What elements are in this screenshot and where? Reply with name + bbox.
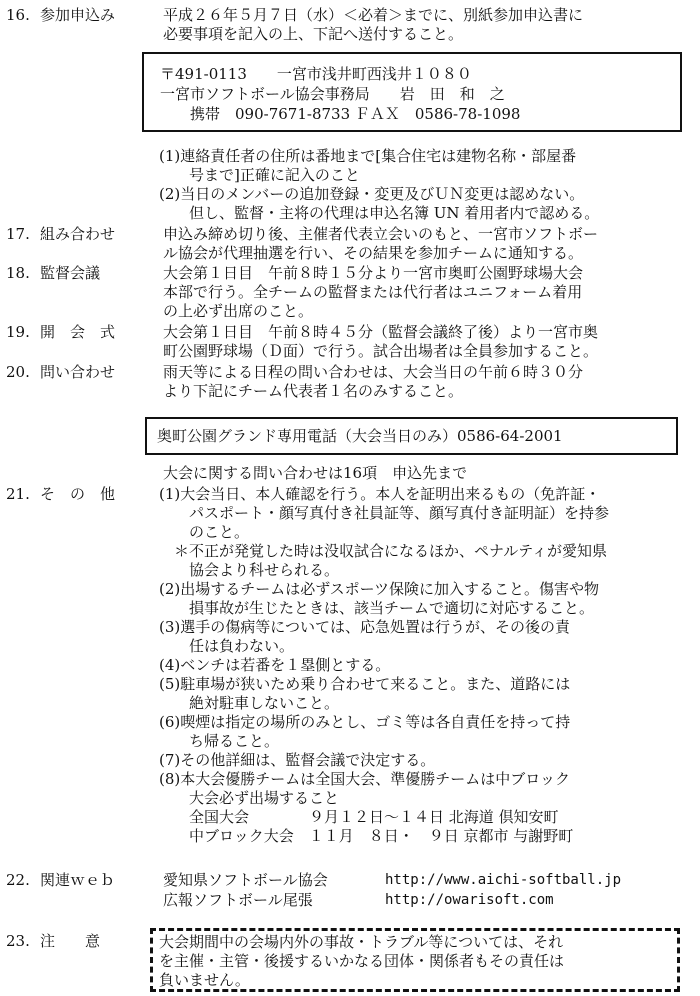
- section-body: [163, 363, 693, 401]
- note-line: (2)当日のメンバーの追加登録・変更及びＵＮ変更は認めない。: [159, 185, 585, 203]
- web-site-name: 愛知県ソフトボール協会: [163, 871, 328, 889]
- text-line: の上必ず出席のこと。: [163, 302, 314, 320]
- address-line: 〒491-0113 一宮市浅井町西浅井１０８０: [160, 65, 472, 83]
- section-number: 23.: [6, 932, 30, 950]
- text-line: ル協会が代理抽選を行い、その結果を参加チームに通知する。: [163, 244, 584, 262]
- text-line: (3)選手の傷病等については、応急処置は行うが、その後の責: [159, 618, 570, 636]
- section-number: 21.: [6, 485, 30, 503]
- text-line: 任は負わない。: [159, 637, 295, 655]
- text-line: 申込み締め切り後、主催者代表立会いのもと、一宮市ソフトボー: [163, 225, 599, 243]
- section-label: 問い合わせ: [40, 363, 116, 381]
- section-label: 参加申込み: [40, 6, 116, 24]
- section-label: 組み合わせ: [40, 225, 116, 243]
- text-line: 必要事項を記入の上、下記へ送付すること。: [163, 25, 464, 43]
- contact-line: 携帯 090-7671-8733 ＦＡＸ 0586-78-1098: [160, 105, 521, 123]
- section-number: 20.: [6, 363, 30, 381]
- web-row: [163, 891, 693, 911]
- text-line: 損事故が生じたときは、該当チームで適切に対応すること。: [159, 599, 595, 617]
- section-label: 注 意: [40, 932, 101, 950]
- section-number: 18.: [6, 264, 30, 282]
- address-line: 一宮市ソフトボール協会事務局 岩 田 和 之: [160, 85, 505, 103]
- text-line: (1)大会当日、本人確認を行う。本人を証明出来るもの（免許証・: [159, 485, 601, 503]
- section-number: 17.: [6, 225, 30, 243]
- text-line: ＊不正が発覚した時は没収試合になるほか、ペナルティが愛知県: [159, 542, 608, 560]
- text-line: 全国大会 ９月１２日～１４日 北海道 倶知安町: [159, 808, 559, 826]
- text-line: (8)本大会優勝チームは全国大会、準優勝チームは中ブロック: [159, 770, 570, 788]
- web-row: [163, 871, 693, 891]
- text-line: (4)ベンチは若番を１塁側とする。: [159, 656, 391, 674]
- text-line: 大会に関する問い合わせは16項 申込先まで: [163, 464, 468, 482]
- caution-line: 大会期間中の会場内外の事故・トラブル等については、それ: [159, 933, 564, 951]
- web-url[interactable]: http://www.aichi-softball.jp: [385, 872, 622, 888]
- note-line: 号まで]正確に記入のこと: [159, 166, 360, 184]
- caution-line: 負いません。: [159, 971, 250, 989]
- text-line: 大会第１日目 午前８時４５分（監督会議終了後）より一宮市奥: [163, 323, 599, 341]
- section-number: 19.: [6, 323, 30, 341]
- text-line: ち帰ること。: [159, 732, 280, 750]
- section-label: そ の 他: [40, 485, 116, 503]
- phone-line: 奥町公園グランド専用電話（大会当日のみ）0586-64-2001: [157, 427, 563, 445]
- note-line: (1)連絡責任者の住所は番地まで[集合住宅は建物名称・部屋番: [159, 147, 577, 165]
- section-label: 監督会議: [40, 264, 101, 282]
- phone-box: [145, 417, 678, 455]
- text-line: 協会より科せられる。: [159, 561, 340, 579]
- text-line: 絶対駐車しないこと。: [159, 694, 340, 712]
- text-line: パスポート・顔写真付き社員証等、顔写真付き証明証）を持参: [159, 504, 610, 522]
- section-number: 22.: [6, 871, 30, 889]
- caution-line: を主催・主管・後援するいかなる団体・関係者もその責任は: [159, 952, 565, 970]
- note-line: 但し、監督・主将の代理は申込名簿 UN 着用者内で認める。: [159, 204, 600, 222]
- section-body: [163, 225, 693, 263]
- text-line: (2)出場するチームは必ずスポーツ保険に加入すること。傷害や物: [159, 580, 600, 598]
- text-line: 大会必ず出場すること: [159, 789, 340, 807]
- text-line: (6)喫煙は指定の場所のみとし、ゴミ等は各自責任を持って持: [159, 713, 571, 731]
- text-line: 町公園野球場（Ｄ面）で行う。試合出場者は全員参加すること。: [163, 342, 599, 360]
- caution-box: [150, 928, 680, 992]
- web-links: [163, 871, 693, 911]
- text-line: 大会第１日目 午前８時１５分より一宮市奥町公園野球場大会: [163, 264, 584, 282]
- text-line: より下記にチーム代表者１名のみすること。: [163, 382, 464, 400]
- text-line: 中ブロック大会 １１月 ８日・ ９日 京都市 与謝野町: [159, 827, 574, 845]
- section-label: 開 会 式: [40, 323, 116, 341]
- section-body: [163, 323, 693, 361]
- section-label: 関連ｗｅｂ: [40, 871, 116, 889]
- section-body: [159, 485, 689, 846]
- notes-body: [159, 147, 689, 223]
- section-body: [163, 264, 693, 321]
- text-line: のこと。: [159, 523, 250, 541]
- text-line: 平成２６年５月７日（水）＜必着＞までに、別紙参加申込書に: [163, 6, 584, 24]
- web-url[interactable]: http://owarisoft.com: [385, 892, 554, 908]
- address-box: [142, 52, 682, 132]
- text-line: (7)その他詳細は、監督会議で決定する。: [159, 751, 436, 769]
- text-line: 本部で行う。全チームの監督または代行者はユニフォーム着用: [163, 283, 583, 301]
- section-number: 16.: [6, 6, 30, 24]
- text-line: 雨天等による日程の問い合わせは、大会当日の午前６時３０分: [163, 363, 584, 381]
- section-body: [163, 464, 693, 483]
- text-line: (5)駐車場が狭いため乗り合わせて来ること。また、道路には: [159, 675, 571, 693]
- web-site-name: 広報ソフトボール尾張: [163, 891, 313, 909]
- section-body: [163, 6, 693, 44]
